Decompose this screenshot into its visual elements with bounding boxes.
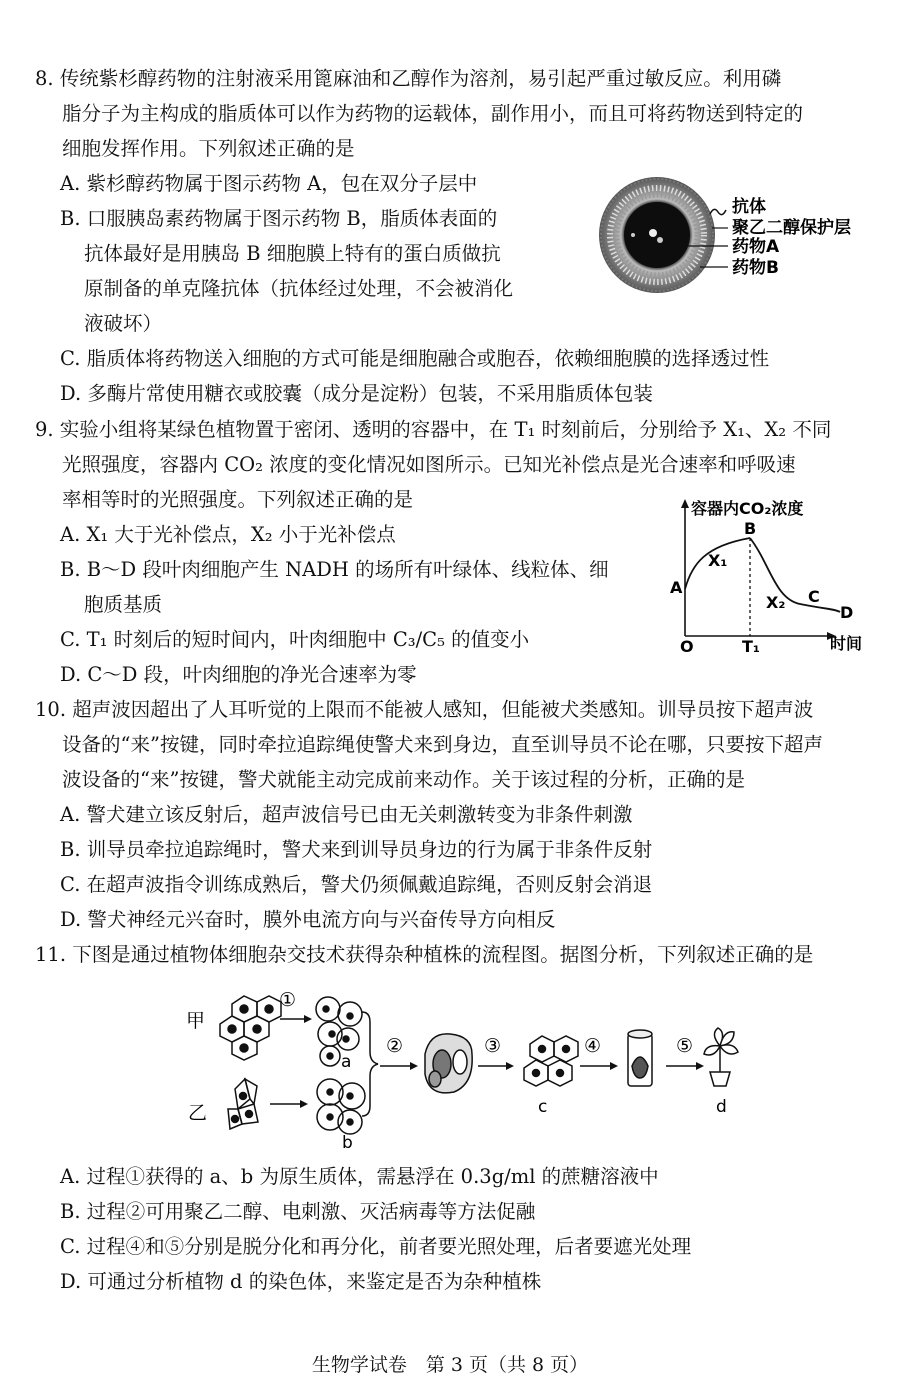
point-c: C [808, 587, 820, 606]
segment-x2: X₂ [766, 593, 786, 612]
step-3: ③ [484, 1035, 502, 1057]
hybridization-flow-diagram [180, 974, 760, 1154]
co2-graph [660, 494, 870, 659]
q8-option-b: B. 口服胰岛素药物属于图示药物 B，脂质体表面的 [60, 207, 498, 230]
q11-option-a: A. 过程①获得的 a、b 为原生质体，需悬浮在 0.3g/ml 的蔗糖溶液中 [60, 1165, 659, 1188]
q8-option-b-line-3: 原制备的单克隆抗体（抗体经过处理，不会被消化 [84, 277, 514, 300]
q8-stem-line-3: 细胞发挥作用。下列叙述正确的是 [62, 137, 355, 160]
fused-cells [425, 1034, 472, 1093]
hybrid-cells-c [524, 1036, 578, 1086]
segment-x1: X₁ [708, 551, 728, 570]
graph-ylabel: 容器内CO₂浓度 [691, 499, 804, 518]
label-drug-a: 药物A [732, 237, 780, 257]
q9-stem-line-3: 率相等时的光照强度。下列叙述正确的是 [62, 488, 414, 511]
point-b: B [744, 519, 757, 538]
label-a: a [341, 1052, 352, 1072]
culture-bottle [628, 1030, 652, 1086]
q9-stem-line-2: 光照强度，容器内 CO₂ 浓度的变化情况如图所示。已知光补偿点是光合速率和呼吸速 [62, 453, 796, 476]
label-antibody: 抗体 [732, 197, 766, 217]
cells-jia [220, 996, 281, 1060]
step-1: ① [279, 989, 297, 1011]
protoplasts-b [317, 1079, 365, 1134]
graph-xlabel: 时间 [830, 634, 863, 653]
q10-stem-line-3: 波设备的“来”按键，警犬就能主动完成前来动作。关于该过程的分析，正确的是 [62, 768, 745, 791]
curve-x2 [750, 538, 840, 612]
page-footer: 生物学试卷 第 3 页（共 8 页） [311, 1354, 589, 1376]
q9-stem-line-1: 9. 实验小组将某绿色植物置于密闭、透明的容器中，在 T₁ 时刻前后，分别给予 X₁、X₂ 不同 [35, 418, 832, 441]
q11-option-b: B. 过程②可用聚乙二醇、电刺激、灭活病毒等方法促融 [60, 1200, 536, 1223]
hybrid-plant-d [704, 1028, 738, 1086]
point-a: A [670, 578, 683, 597]
q8-stem-line-2: 脂分子为主构成的脂质体可以作为药物的运载体，副作用小，而且可将药物送到特定的 [62, 102, 804, 125]
q8-option-d: D. 多酶片常使用糖衣或胶囊（成分是淀粉）包装，不采用脂质体包装 [60, 382, 653, 405]
q8-option-a: A. 紫杉醇药物属于图示药物 A，包在双分子层中 [60, 172, 478, 195]
point-d: D [840, 603, 854, 622]
q10-stem-line-2: 设备的“来”按键，同时牵拉追踪绳使警犬来到身边，直至训导员不论在哪，只要按下超声 [62, 733, 823, 756]
liposome-figure [592, 172, 892, 302]
q8-option-b-line-4: 液破坏） [84, 312, 163, 335]
q10-stem-line-1: 10. 超声波因超出了人耳听觉的上限而不能被人感知，但能被犬类感知。训导员按下超声波 [35, 698, 814, 721]
label-b: b [342, 1133, 353, 1153]
q11-stem: 11. 下图是通过植物体细胞杂交技术获得杂种植株的流程图。据图分析，下列叙述正确的是 [35, 943, 814, 966]
q10-option-b: B. 训导员牵拉追踪绳时，警犬来到训导员身边的行为属于非条件反射 [60, 838, 653, 861]
q10-option-d: D. 警犬神经元兴奋时，膜外电流方向与兴奋传导方向相反 [60, 908, 556, 931]
protoplasts-a [316, 997, 362, 1066]
q11-option-d: D. 可通过分析植物 d 的染色体，来鉴定是否为杂种植株 [60, 1270, 542, 1293]
q9-option-d: D. C～D 段，叶肉细胞的净光合速率为零 [60, 663, 417, 686]
label-d: d [716, 1097, 727, 1117]
q11-option-c: C. 过程④和⑤分别是脱分化和再分化，前者要光照处理，后者要遮光处理 [60, 1235, 692, 1258]
label-c: c [538, 1097, 548, 1117]
label-jia: 甲 [186, 1010, 206, 1032]
drug-a-dot [649, 229, 657, 237]
q8-option-c: C. 脂质体将药物送入细胞的方式可能是细胞融合或胞吞，依赖细胞膜的选择透过性 [60, 347, 770, 370]
q9-option-b: B. B～D 段叶肉细胞产生 NADH 的场所有叶绿体、线粒体、细 [60, 558, 609, 581]
cells-yi [228, 1079, 258, 1129]
label-yi: 乙 [188, 1102, 208, 1124]
step-2: ② [386, 1035, 404, 1057]
step-5: ⑤ [676, 1035, 694, 1057]
q8-option-b-line-2: 抗体最好是用胰岛 B 细胞膜上特有的蛋白质做抗 [84, 242, 501, 265]
q9-option-a: A. X₁ 大于光补偿点，X₂ 小于光补偿点 [60, 523, 396, 546]
q10-option-c: C. 在超声波指令训练成熟后，警犬仍须佩戴追踪绳，否则反射会消退 [60, 873, 653, 896]
label-peg-layer: 聚乙二醇保护层 [732, 218, 851, 238]
label-drug-b: 药物B [732, 258, 779, 278]
q10-option-a: A. 警犬建立该反射后，超声波信号已由无关刺激转变为非条件刺激 [60, 803, 633, 826]
q9-option-c: C. T₁ 时刻后的短时间内，叶肉细胞中 C₃/C₅ 的值变小 [60, 628, 530, 651]
q8-stem-line-1: 8. 传统紫杉醇药物的注射液采用篦麻油和乙醇作为溶剂，易引起严重过敏反应。利用磷 [35, 67, 782, 90]
graph-origin: O [680, 637, 694, 656]
graph-t1: T₁ [742, 637, 760, 656]
step-4: ④ [584, 1035, 602, 1057]
q9-option-b-line-2: 胞质基质 [84, 593, 163, 616]
